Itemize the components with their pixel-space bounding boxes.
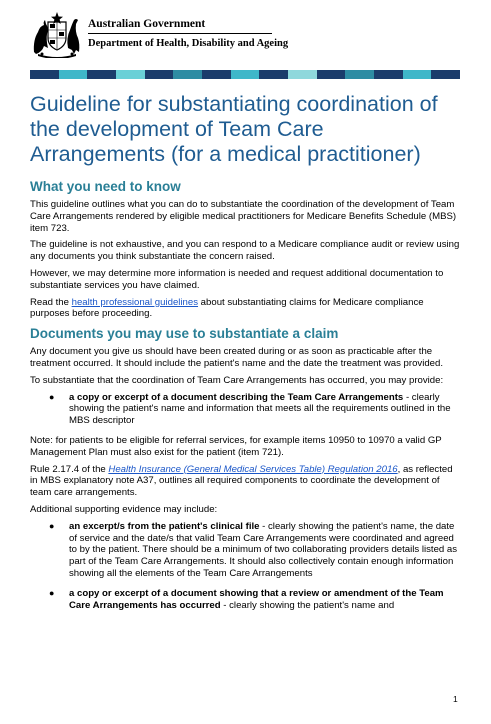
paragraph: However, we may determine more information is needed and request additional documentation to substantiate services you have claimed. bbox=[30, 267, 444, 291]
coat-of-arms-icon bbox=[30, 10, 84, 58]
page-header bbox=[30, 10, 470, 62]
paragraph: The guideline is not exhaustive, and you can respond to a Medicare compliance audit or review using any documents you think substantiate the concern raised. bbox=[30, 239, 460, 263]
bullet-icon: ● bbox=[49, 520, 55, 531]
color-bar-segment bbox=[317, 70, 346, 79]
list-item: ● a copy or excerpt of a document describing the Team Care Arrangements - clearly showing the patient's name and information that meets all the requirements outlined in the MBS descriptor bbox=[49, 391, 451, 427]
paragraph: This guideline outlines what you can do to substantiate the coordination of the development of Team Care Arrangements rendered by eligible medical practitioners for Medicare Benefits Schedule (MBS) item 723. bbox=[30, 199, 457, 234]
regulation-link[interactable]: Health Insurance (General Medical Services Table) Regulation 2016 bbox=[108, 463, 398, 475]
decorative-color-bar bbox=[30, 70, 460, 79]
government-identity bbox=[88, 17, 288, 50]
health-professional-guidelines-link[interactable]: health professional guidelines bbox=[71, 296, 199, 308]
list-item: ● a copy or excerpt of a document showing that a review or amendment of the Team Care Arrangements has occurred - clearly showing the patient's name and bbox=[49, 587, 444, 611]
color-bar-segment bbox=[87, 70, 116, 79]
color-bar-segment bbox=[403, 70, 432, 79]
paragraph: Additional supporting evidence may include: bbox=[30, 503, 218, 515]
list-item: ● an excerpt/s from the patient's clinical file - clearly showing the patient's name, the date of service and the date/s that valid Team Care Arrangements were coordinated and agreed to by the patient. There should be a minimum of two collaborating providers details listed as part of the Team Care Arrangements. It should also collectively contain enough information showing all the elements of the Team Care Arrangements bbox=[49, 520, 458, 579]
color-bar-segment bbox=[173, 70, 202, 79]
bullet-icon: ● bbox=[49, 391, 55, 402]
color-bar-segment bbox=[145, 70, 174, 79]
color-bar-segment bbox=[231, 70, 260, 79]
color-bar-segment bbox=[259, 70, 288, 79]
color-bar-segment bbox=[345, 70, 374, 79]
paragraph: Any document you give us should have been created during or as soon as practicable after the treatment occurred. It should include the patient's name and the date the treatment was provided. bbox=[30, 346, 444, 369]
color-bar-segment bbox=[374, 70, 403, 79]
paragraph: Read the health professional guidelines about substantiating claims for Medicare compliance purposes before proceeding. bbox=[30, 296, 424, 320]
color-bar-segment bbox=[30, 70, 59, 79]
color-bar-segment bbox=[431, 70, 460, 79]
section-heading-documents: Documents you may use to substantiate a claim bbox=[30, 326, 339, 342]
note-paragraph: Note: for patients to be eligible for referral services, for example items 10950 to 10970 a valid GP Management Plan must also exist for the patient (item 721). bbox=[30, 434, 442, 458]
paragraph: Rule 2.17.4 of the Health Insurance (General Medical Services Table) Regulation 2016, as reflected in MBS explanatory note A37, outlines all required components to coordinate the development of team care arrangements. bbox=[30, 463, 453, 499]
page-number: 1 bbox=[453, 694, 458, 704]
section-heading-what-you-need-to-know: What you need to know bbox=[30, 179, 181, 194]
color-bar-segment bbox=[116, 70, 145, 79]
paragraph: To substantiate that the coordination of Team Care Arrangements has occurred, you may provide: bbox=[30, 374, 444, 386]
color-bar-segment bbox=[202, 70, 231, 79]
government-name: Australian Government bbox=[88, 18, 206, 30]
document-body bbox=[30, 92, 462, 619]
bullet-list bbox=[30, 392, 462, 427]
department-name: Department of Health, Disability and Ageing bbox=[88, 38, 289, 49]
divider bbox=[88, 33, 272, 34]
bullet-list bbox=[30, 521, 462, 612]
color-bar-segment bbox=[59, 70, 88, 79]
page-title: Guideline for substantiating coordination of the development of Team Care Arrangements (for a medical practitioner) bbox=[30, 92, 438, 166]
color-bar-segment bbox=[288, 70, 317, 79]
bullet-icon: ● bbox=[49, 587, 55, 598]
